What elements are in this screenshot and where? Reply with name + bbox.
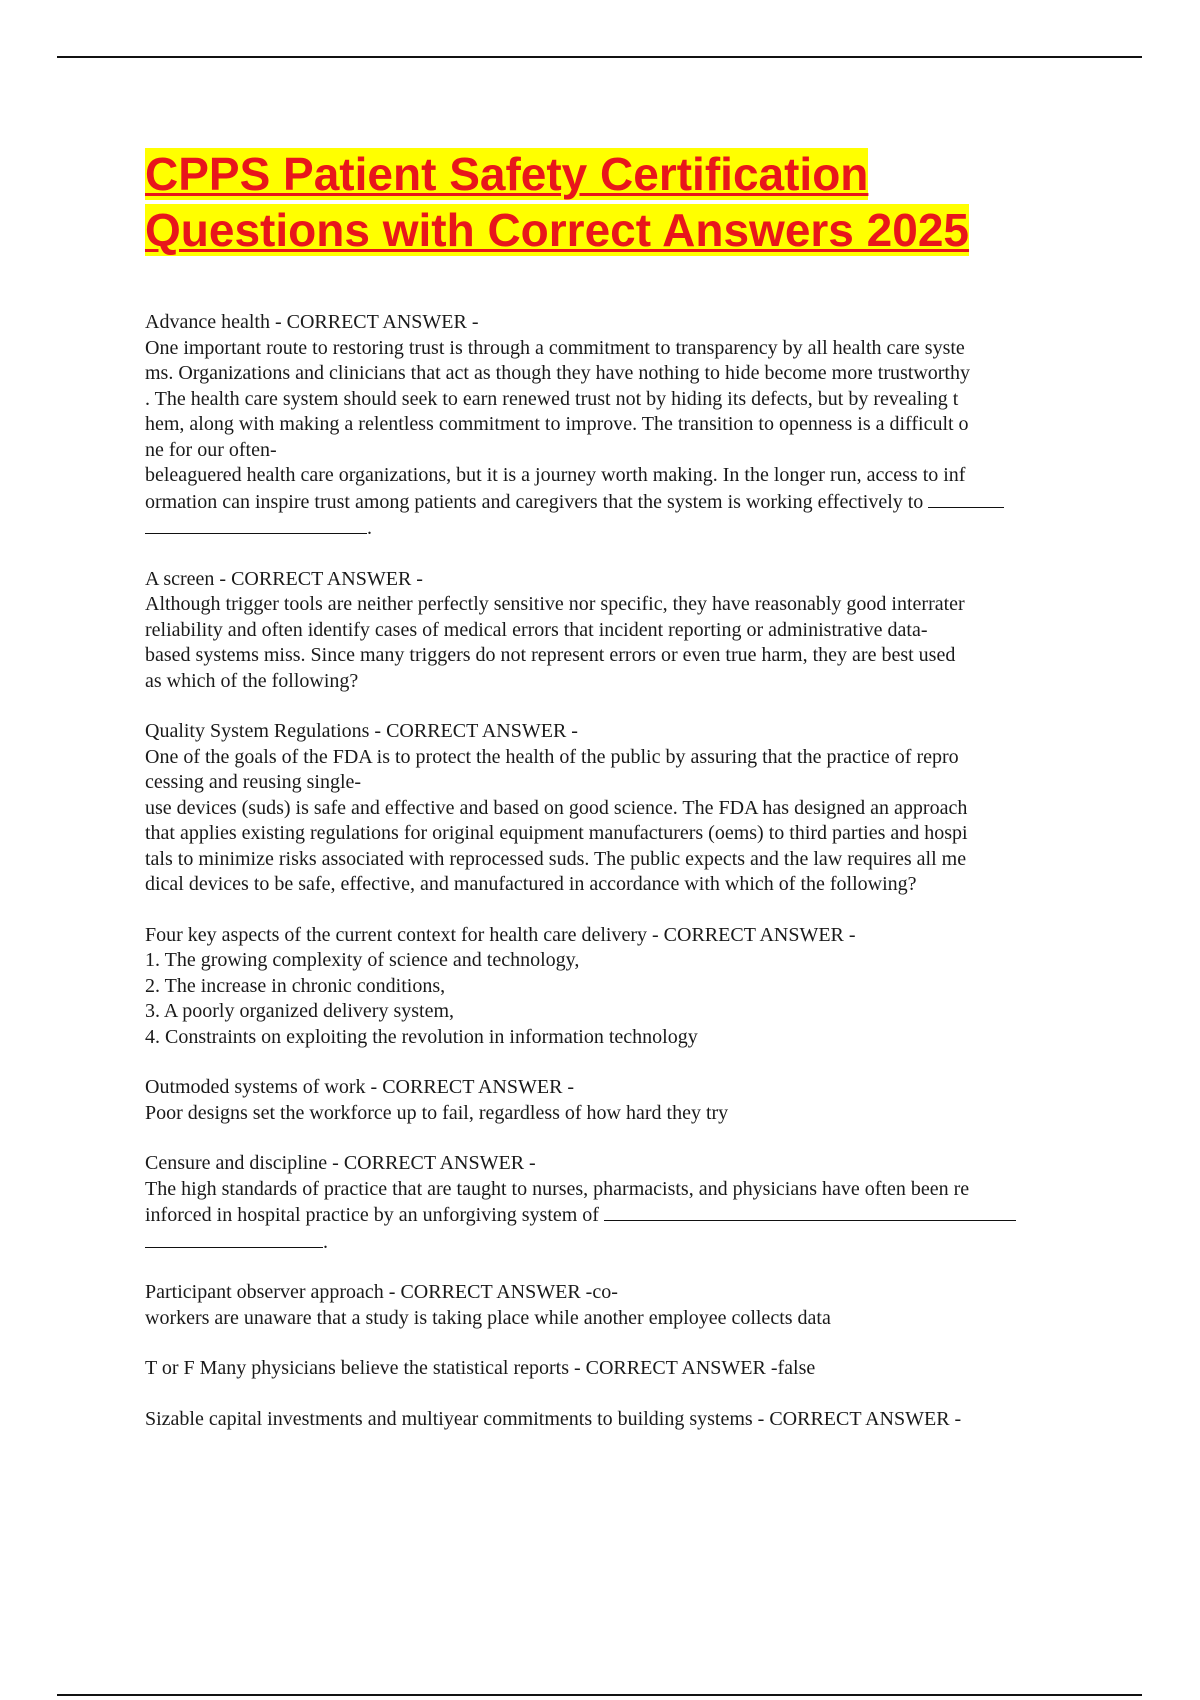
- top-rule: [57, 56, 1142, 58]
- bottom-rule: [57, 1694, 1142, 1696]
- answer-line: as which of the following?: [145, 669, 359, 692]
- answer-line: [145, 515, 1090, 542]
- fill-in-blank: [928, 489, 1004, 508]
- answer-line: beleaguered health care organizations, but it is a journey worth making. In the longer run, access to inf: [145, 464, 966, 486]
- question-text: Four key aspects of the current context for health care delivery - CORRECT ANSWER -: [145, 923, 856, 946]
- answer-line: use devices (suds) is safe and effective and based on good science. The FDA has designed an approach: [145, 796, 968, 819]
- answer-line: hem, along with making a relentless commitment to improve. The transition to openness is a difficult o: [145, 413, 969, 435]
- answer-line: The high standards of practice that are taught to nurses, pharmacists, and physicians have often been re: [145, 1177, 970, 1200]
- answer-text: [145, 1101, 1090, 1127]
- answer-line-text: ormation can inspire trust among patients and caregivers that the system is working effectively to: [145, 490, 924, 513]
- qa-item: [145, 1356, 1090, 1382]
- fill-in-blank: [145, 515, 367, 534]
- answer-line: 3. A poorly organized delivery system,: [145, 1000, 455, 1022]
- answer-line: cessing and reusing single-: [145, 771, 362, 793]
- qa-item: [145, 1075, 1090, 1126]
- answer-line: Although trigger tools are neither perfectly sensitive nor specific, they have reasonably good interrater: [145, 593, 965, 615]
- question-text: Sizable capital investments and multiyear commitments to building systems - CORRECT ANSWER -: [145, 1407, 962, 1430]
- title-line-1: CPPS Patient Safety Certification: [145, 148, 869, 200]
- question-text: Censure and discipline - CORRECT ANSWER -: [145, 1152, 536, 1174]
- answer-line: tals to minimize risks associated with reprocessed suds. The public expects and the law requires all me: [145, 847, 967, 870]
- answer-line-text: inforced in hospital practice by an unforgiving system of: [145, 1204, 599, 1226]
- question-text: Participant observer approach - CORRECT ANSWER -co-: [145, 1281, 618, 1303]
- qa-item: [145, 1151, 1090, 1255]
- answer-text: [145, 1306, 1090, 1332]
- question-text: Quality System Regulations - CORRECT ANSWER -: [145, 720, 578, 742]
- answer-line: One important route to restoring trust is through a commitment to transparency by all health care syste: [145, 336, 965, 359]
- question-text: Advance health - CORRECT ANSWER -: [145, 311, 479, 333]
- sentence-end: .: [323, 1230, 328, 1253]
- question-text: A screen - CORRECT ANSWER -: [145, 567, 423, 590]
- answer-line: [145, 1202, 1090, 1229]
- answer-line: ms. Organizations and clinicians that act as though they have nothing to hide become more trustworthy: [145, 362, 970, 384]
- answer-line: [145, 1229, 1090, 1256]
- qa-item: [145, 719, 1090, 898]
- answer-line: ne for our often-: [145, 438, 277, 461]
- answer-line: 2. The increase in chronic conditions,: [145, 974, 446, 997]
- answer-text: [145, 1177, 1090, 1256]
- fill-in-blank: [604, 1202, 1016, 1221]
- document-title: [145, 146, 1085, 258]
- question-text: T or F Many physicians believe the statistical reports - CORRECT ANSWER -false: [145, 1357, 816, 1379]
- answer-line: 1. The growing complexity of science and technology,: [145, 949, 580, 971]
- answer-line: workers are unaware that a study is taking place while another employee collects data: [145, 1306, 831, 1329]
- qa-list: [145, 310, 1090, 1457]
- answer-line: One of the goals of the FDA is to protect the health of the public by assuring that the practice of repro: [145, 745, 959, 768]
- question-text: Outmoded systems of work - CORRECT ANSWER -: [145, 1076, 575, 1098]
- qa-item: [145, 1280, 1090, 1331]
- answer-line: [145, 489, 1090, 516]
- fill-in-blank: [145, 1229, 323, 1248]
- qa-item: [145, 567, 1090, 695]
- qa-item: [145, 923, 1090, 1051]
- answer-line: that applies existing regulations for original equipment manufacturers (oems) to third parties and hospi: [145, 822, 968, 844]
- title-line-2: Questions with Correct Answers 2025: [145, 204, 970, 256]
- answer-line: . The health care system should seek to earn renewed trust not by hiding its defects, but by revealing t: [145, 387, 959, 410]
- answer-text: [145, 592, 1090, 694]
- answer-line: reliability and often identify cases of medical errors that incident reporting or administrative data-: [145, 618, 928, 641]
- answer-text: [145, 745, 1090, 898]
- answer-line: 4. Constraints on exploiting the revolution in information technology: [145, 1025, 698, 1048]
- qa-item: [145, 1407, 1090, 1433]
- sentence-end: .: [367, 517, 372, 539]
- answer-line: Poor designs set the workforce up to fail, regardless of how hard they try: [145, 1101, 729, 1124]
- answer-text: [145, 336, 1090, 542]
- qa-item: [145, 310, 1090, 542]
- answer-text: [145, 948, 1090, 1050]
- answer-line: dical devices to be safe, effective, and manufactured in accordance with which of the following?: [145, 873, 917, 895]
- answer-line: based systems miss. Since many triggers do not represent errors or even true harm, they are best used: [145, 644, 956, 666]
